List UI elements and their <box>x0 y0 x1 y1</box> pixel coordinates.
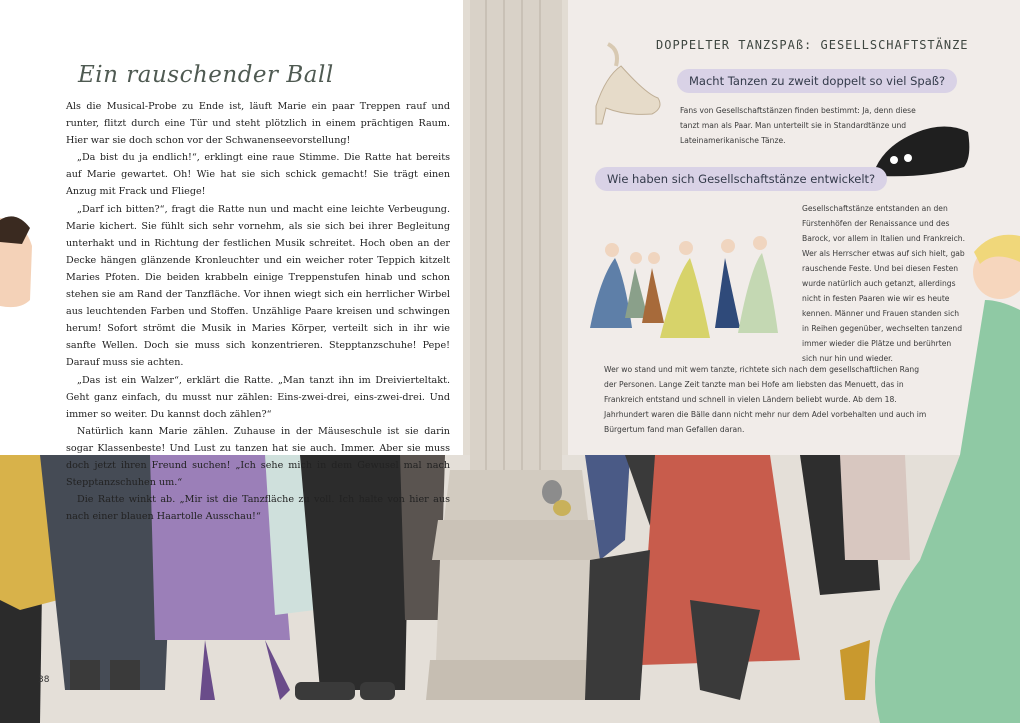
info-paragraph-3: Wer wo stand und mit wem tanzte, richtete sich nach dem gesellschaftlichen Rang der Personen. Lange Zeit tanzte man bei Hofe am liebsten das Menuett, das in Frankreich entstand und schnell in vielen Ländern beliebt wurde. Ab dem 18. Jahrhundert waren die Bälle dann nicht mehr nur dem Adel vorbehalten und auch im Bürgertum fand man Gefallen daran. <box>604 365 927 434</box>
story-title: Ein rauschender Ball <box>78 62 334 88</box>
story-paragraph: Als die Musical-Probe zu Ende ist, läuft Marie ein paar Treppen rauf und runter, flitzt durch eine Tür und steht plötzlich in einem prächtigen Raum. Hier war sie doch schon vor der Schwanenseevorstellung! <box>66 101 450 147</box>
question-bubble-1: Macht Tanzen zu zweit doppelt so viel Spaß? <box>677 69 957 93</box>
story-body <box>66 98 450 525</box>
question-bubble-2: Wie haben sich Gesellschaftstänze entwickelt? <box>595 167 887 191</box>
story-paragraph: „Das ist ein Walzer“, erklärt die Ratte. „Man tanzt ihn im Dreivierteltakt. Geht ganz einfach, du musst nur zählen: Eins-zwei-drei, eins-zwei-drei. Und immer so weiter. Du kannst doch zählen?“ <box>66 374 450 420</box>
story-paragraph: „Darf ich bitten?“, fragt die Ratte nun und macht eine leichte Verbeugung. Marie kichert. Sie fühlt sich sehr vornehm, als sie sich bei ihrer Begleitung unterhakt und in Richtung der festlichen Musik schreitet. Hoch oben an der Decke hängen glänzende Kronleuchter und ein weicher roter Teppich kitzelt Maries Pfoten. Die beiden krabbeln einige Treppenstufen hinab und schon stehen sie am Rand der Tanzfläche. Vor ihnen wiegt sich ein herrlicher Wirbel aus leuchtenden Farben und Stoffen. Unzählige Paare kreisen und schwingen herum! Sofort strömt die Musik in Maries Körper, verteilt sich in ihr wie sanfte Wellen. Doch sie muss sich konzentrieren. Stepptanzschuhe! Pepe! Darauf muss sie achten. <box>66 203 450 369</box>
baroque-dancers-illustration <box>580 198 785 348</box>
info-heading: DOPPELTER TANZSPAß: GESELLSCHAFTSTÄNZE <box>656 38 969 52</box>
answer-text-1: Fans von Gesellschaftstänzen finden bestimmt: Ja, denn diese tanzt man als Paar. Man unterteilt sie in Standardtänze und Lateinamerikanische Tänze. <box>680 106 916 145</box>
high-heel-shoe-icon <box>586 36 666 126</box>
story-paragraph: Die Ratte winkt ab. „Mir ist die Tanzfläche zu voll. Ich halte von hier aus nach einer blauen Haartolle Ausschau!“ <box>66 494 450 523</box>
story-paragraph: „Da bist du ja endlich!“, erklingt eine raue Stimme. Die Ratte hat bereits auf Marie gewartet. Oh! Wie hat sie sich schick gemacht! Sie trägt einen Anzug mit Frack und Fliege! <box>66 152 450 198</box>
answer-text-2: Gesellschaftstänze entstanden an den Fürstenhöfen der Renaissance und des Barock, vor allem in Italien und Frankreich. Wer als Herrscher etwas auf sich hielt, gab rauschende Feste. Und bei diesen Festen wurde natürlich auch getanzt, allerdings nicht in festen Paaren wie wir es heute kennen. Männer und Frauen standen sich in Reihen gegenüber, wechselten tanzend immer wieder die Plätze und berührten sich nur hin und wieder. <box>802 204 966 363</box>
page-number: 38 <box>38 675 50 685</box>
story-paragraph: Natürlich kann Marie zählen. Zuhause in der Mäuseschule ist sie darin sogar Klassenbeste! Und Lust zu tanzen hat sie auch. Immer. Aber sie muss doch jetzt ihren Freund suchen! „Ich sehe mich in dem Gewusel mal nach Stepptanzschuhen um.“ <box>66 425 450 489</box>
